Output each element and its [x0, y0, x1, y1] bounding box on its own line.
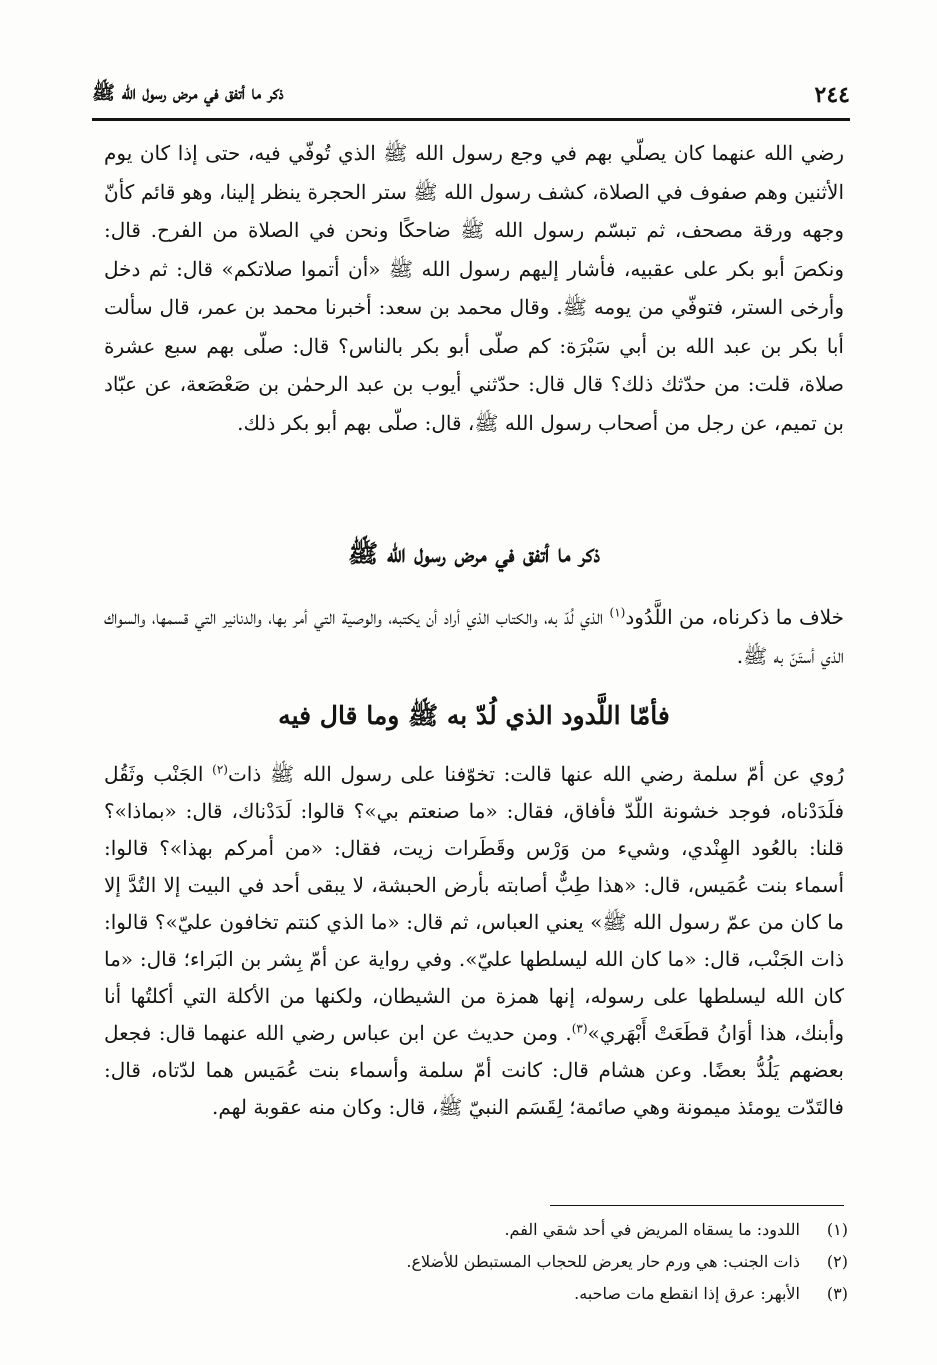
- footnote-item: [104, 1214, 848, 1246]
- footnotes-list: [104, 1214, 848, 1310]
- narration-text-a: رُوي عن أمّ سلمة رضي الله عنها قالت: تخوّفنا على رسول الله ﷺ ذات: [227, 762, 845, 786]
- footnote-text: اللدود: ما يسقاه المريض في أحد شقي الفم.: [504, 1220, 800, 1239]
- header-rule: [92, 118, 850, 121]
- section-intro-paragraph: [104, 598, 844, 675]
- page-number: ٢٤٤: [814, 82, 850, 108]
- intro-text-a: خلاف ما ذكرناه، من اللَّدُود: [625, 605, 844, 629]
- narration-paragraph: [104, 756, 844, 1126]
- footnote-marker-1[interactable]: (١): [609, 605, 626, 620]
- section-heading-ladud: فأمّا اللَّدود الذي لُدّ به ﷺ وما قال فيه: [278, 701, 670, 730]
- footnote-item: [104, 1246, 848, 1278]
- footnote-marker-3[interactable]: (٣): [571, 1021, 588, 1036]
- footnote-number: (٣): [826, 1284, 848, 1303]
- footnote-marker-2[interactable]: (٢): [212, 762, 228, 777]
- footnote-text: الأبهر: عرق إذا انقطع مات صاحبه.: [574, 1284, 800, 1303]
- footnote-rule: [550, 1205, 844, 1206]
- narration-text-c: . ومن حديث عن ابن عباس رضي الله عنهما قال: فجعل بعضهم يَلُدُّ بعضًا. وعن هشام قال: كانت أمّ سلمة وأسماء بنت عُمَيس هما لدّتاه، قال: فالتَدّت يومئذ ميمونة وهي صائمة؛ لِقَسَم النبيّ ﷺ، قال: وكان منه عقوبة لهم.: [104, 1021, 844, 1119]
- footnote-item: [104, 1278, 848, 1310]
- footnote-number: (٢): [826, 1252, 848, 1271]
- footnote-text: ذات الجنب: هي ورم حار يعرض للحجاب المستبطن للأضلاع.: [406, 1252, 800, 1271]
- running-title: ذكر ما أتفق في مرض رسول الله ﷺ: [92, 82, 284, 104]
- continuation-paragraph: رضي الله عنهما كان يصلّي بهم في وجع رسول الله ﷺ الذي تُوفّي فيه، حتى إذا كان يوم الأثنين وهم صفوف في الصلاة، كشف رسول الله ﷺ ستر الحجرة ينظر إلينا، وهو قائم كأنّ وجهه ورقة مصحف، ثم تبسّم رسول الله ﷺ ضاحكًا ونحن في الصلاة من الفرح. قال: ونكصَ أبو بكر على عقبيه، فأشار إليهم رسول الله ﷺ «أن أتموا صلاتكم» قال: ثم دخل وأرخى الستر، فتوفّي من يومه ﷺ. وقال محمد بن سعد: أخبرنا محمد بن عمر، قال سألت أبا بكر بن عبد الله بن أبي سَبْرَة: كم صلّى أبو بكر بالناس؟ قال: صلّى بهم سبع عشرة صلاة، قلت: من حدّثك ذلك؟ قال قال: حدّثني أيوب بن عبد الرحمٰن بن صَعْصَعة، عن عبّاد بن تميم، عن رجل من أصحاب رسول الله ﷺ، قال: صلّى بهم أبو بكر ذلك.: [104, 141, 844, 435]
- page-header: [92, 78, 850, 112]
- section-heading-illness: ذكر ما أتفق في مرض رسول الله ﷺ: [347, 539, 601, 568]
- intro-text-b: الذي لُدّ به، والكتاب الذي أراد أن يكتبه، والوصية التي أمر بها، والدنانير التي قسمها، والسواك الذي أستَنّ به ﷺ.: [104, 605, 844, 668]
- narration-text-b: الجَنْب وثَقُل فلَدَدْناه، فوجد خشونة اللّدّ فأفاق، فقال: «ما صنعتم بي»؟ قالوا: لَدَدْناك، قال: «بماذا»؟ قلنا: بالعُود الهِنْدي، وشيء من وَرْس وقَطَرات زيت، فقال: «من أمركم بهذا»؟ قالوا: أسماء بنت عُمَيس، قال: «هذا طِبٌّ أصابته بأرض الحبشة، لا يبقى أحد في البيت إلا التُدَّ إلا ما كان من عمّ رسول الله ﷺ» يعني العباس، ثم قال: «ما الذي كنتم تخافون عليّ»؟ قالوا: ذات الجَنْب، قال: «ما كان الله ليسلطها عليّ». وفي رواية عن أمّ بِشر بن البَراء؛ قال: «ما كان الله ليسلطها على رسوله، إنها همزة من الشيطان، ولكنها من الأكلة التي أكلتُها أنا وأبنك، هذا أوَانُ قطَعَتْ أَبْهَري»: [104, 762, 845, 1045]
- footnote-number: (١): [826, 1220, 848, 1239]
